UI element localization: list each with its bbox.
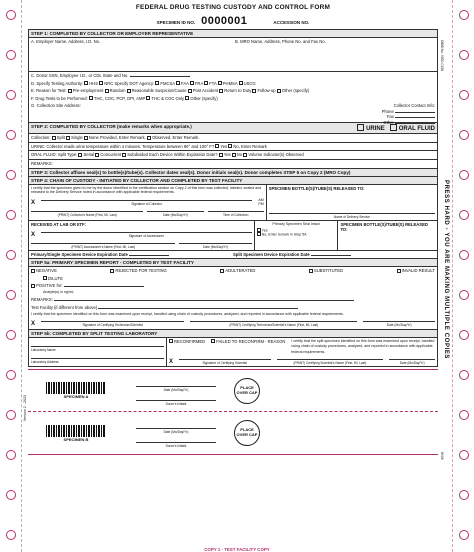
- specimen-label-a: [28, 370, 438, 412]
- specimen-id-label: SPECIMEN ID NO.: [156, 20, 196, 25]
- step2-remarks[interactable]: REMARKS:: [29, 159, 437, 168]
- label-b-barcode-block: [28, 425, 106, 442]
- urine-temp-row: [29, 142, 437, 151]
- reconfirmed-checkbox[interactable]: RECONFIRMED: [169, 339, 205, 356]
- oral-concurrent[interactable]: Concurrent: [95, 152, 121, 157]
- volume-indicator[interactable]: Volume Indicator(s) Observed: [243, 152, 303, 157]
- released-to-label: SPECIMEN BOTTLE(S)/TUBE(S) RELEASED TO:: [268, 185, 365, 191]
- step5a-section: [28, 259, 438, 330]
- contact-other[interactable]: Other: [383, 119, 394, 125]
- label-a-initials[interactable]: Donor's Initials: [136, 400, 216, 406]
- step2-heading-row: [29, 123, 437, 134]
- collection-split[interactable]: Split: [52, 135, 65, 140]
- specimen-id-number: 0000001: [201, 15, 248, 27]
- ccf-form: [28, 4, 438, 548]
- reason-return-duty[interactable]: Return to Duty: [219, 88, 251, 93]
- result-rejected[interactable]: REJECTED FOR TESTING: [110, 268, 166, 274]
- result-dilute[interactable]: DILUTE: [29, 275, 437, 283]
- tractor-hole: [6, 50, 16, 60]
- reason-preemployment[interactable]: Pre-employment: [68, 88, 104, 93]
- donor-id-field[interactable]: [29, 72, 437, 80]
- reason-random[interactable]: Random: [105, 88, 126, 93]
- label-b-date[interactable]: Date (Mo/Day/Yr): [136, 428, 216, 434]
- released-to-label-2: SPECIMEN BOTTLE(S)/TUBE(S) RELEASED TO:: [340, 221, 428, 232]
- fra-checkbox[interactable]: FRA: [190, 81, 203, 86]
- seal-yes[interactable]: Yes: [257, 228, 336, 233]
- step1-heading: STEP 1: COMPLETED BY COLLECTOR OR EMPLOYER REPRESENTATIVE: [29, 30, 437, 38]
- hhs-checkbox[interactable]: HHS: [84, 81, 98, 86]
- step5b-heading: STEP 5b: COMPLETED BY SPLIT TESTING LABORATORY: [29, 330, 437, 338]
- accessioner-signature[interactable]: Signature of Accessioner: [41, 232, 252, 238]
- tractor-hole: [6, 210, 16, 220]
- scientist-signature[interactable]: Signature of Certifying Scientist: [179, 359, 271, 365]
- tractor-hole: [459, 10, 469, 20]
- collection-time[interactable]: Time of Collection: [208, 211, 264, 217]
- label-b-fields: [136, 418, 216, 448]
- dot-agency-label: Specify DOT Agency:: [114, 80, 155, 86]
- temp-yes[interactable]: Yes: [215, 144, 227, 149]
- contact-label: Collector Contact Info:: [393, 103, 435, 108]
- urine-checkbox[interactable]: URINE: [357, 126, 385, 132]
- tractor-hole: [6, 370, 16, 380]
- reason-post-accident[interactable]: Post Accident: [188, 88, 218, 93]
- collection-single[interactable]: Single: [66, 135, 83, 140]
- step3-section: STEP 3: Collector affixes seal(s) to bottle(s)/tube(s). Collector dates seal(s). Donor initials seal(s). Donor completes STEP 5 on Copy 2 (MRO Copy): [28, 169, 438, 177]
- split-result: [167, 338, 437, 367]
- seal-label: Primary Specimen Seal Intact: [272, 221, 320, 226]
- seal-check: [255, 221, 339, 250]
- result-positive[interactable]: POSITIVE for: Analyte(s) in ng/mL: [29, 282, 437, 296]
- tractor-hole: [6, 90, 16, 100]
- reason-follow-up[interactable]: Follow-up: [252, 88, 275, 93]
- tractor-hole: [6, 250, 16, 260]
- tractor-hole: [459, 90, 469, 100]
- split-expiration[interactable]: Split Specimen Device Expiration Date: [233, 252, 435, 258]
- label-a-date[interactable]: Date (Mo/Day/Yr): [136, 386, 216, 392]
- contact-phone[interactable]: Phone: [381, 108, 394, 114]
- scientist-date[interactable]: Date (Mo/Day/Yr): [389, 359, 435, 365]
- step2-heading: STEP 2: COMPLETED BY COLLECTOR (make remarks when appropriate.): [31, 124, 192, 129]
- seal-no[interactable]: No, Enter remark in Step 5A: [257, 232, 336, 237]
- technician-date[interactable]: Date (Mo/Day/Yr): [363, 321, 435, 327]
- accessioner-name-row: [31, 243, 252, 249]
- drug-tests-label: F. Drug Tests to be Performed:: [31, 95, 88, 101]
- test-facility[interactable]: Test Facility (if different from above): [29, 304, 437, 312]
- tractor-hole: [6, 290, 16, 300]
- tractor-hole: [6, 10, 16, 20]
- step5a-heading: STEP 5a: PRIMARY SPECIMEN REPORT - COMPLETED BY TEST FACILITY: [29, 259, 437, 267]
- tractor-hole: [459, 130, 469, 140]
- collection-none[interactable]: None Provided, Enter Remark.: [84, 135, 146, 140]
- sign-x: X: [31, 199, 36, 206]
- device-no[interactable]: No: [232, 152, 242, 157]
- tractor-hole: [459, 410, 469, 420]
- step5a-remarks[interactable]: REMARKS:: [29, 296, 437, 304]
- form-code: 8008: [440, 452, 444, 460]
- press-hard-notice: PRESS HARD - YOU ARE MAKING MULTIPLE COPIES: [443, 180, 449, 360]
- label-a-barcode-block: [28, 382, 106, 399]
- place-over-cap-a: PLACE OVER CAP: [234, 378, 260, 404]
- mro-field[interactable]: B. MRO Name, Address, Phone No. and Fax No.: [235, 39, 326, 44]
- step4-heading: STEP 4: CHAIN OF CUSTODY - INITIATED BY COLLECTOR AND COMPLETED BY TEST FACILITY: [29, 177, 437, 185]
- sign-x: X: [31, 231, 36, 238]
- collector-sig-row: [31, 198, 264, 206]
- lab-address[interactable]: Laboratory Address: [31, 358, 164, 364]
- version-label: Version 2 - 2023: [23, 395, 27, 422]
- tractor-hole: [459, 530, 469, 540]
- received-label: RECEIVED AT LAB OR IITF:: [31, 221, 86, 227]
- tractor-strip-right: [452, 0, 474, 552]
- form-title: FEDERAL DRUG TESTING CUSTODY AND CONTROL FORM: [135, 4, 331, 11]
- collector-cert: [29, 185, 267, 220]
- step5a-cert: I certify that the specimen identified on this form was examined upon receipt, handled using chain of custody procedures, analyzed, and reported in accordance with applicable federal requirements.: [31, 312, 344, 316]
- specimen-labels: [28, 369, 438, 455]
- temp-no[interactable]: No, Enter Remark: [228, 144, 267, 149]
- phmsa-checkbox[interactable]: PHMSA: [218, 81, 238, 86]
- collector-contact: [233, 102, 437, 125]
- nrc-checkbox[interactable]: NRC: [99, 81, 113, 86]
- result-adulterated[interactable]: ADULTERATED: [220, 268, 255, 274]
- accession-label: ACCESSION NO.: [273, 20, 310, 25]
- reason-row: [29, 87, 437, 95]
- scientist-name[interactable]: (PRINT) Certifying Scientist's Name (First, MI, Last): [277, 359, 384, 365]
- tractor-hole: [459, 250, 469, 260]
- released-to-box-2: [338, 221, 437, 250]
- collector-name-row: [31, 211, 264, 217]
- result-row: [29, 267, 437, 275]
- failed-reconfirm-checkbox[interactable]: FAILED TO RECONFIRM - REASON: [211, 339, 285, 356]
- collection-observed[interactable]: Observed, Enter Remark.: [147, 135, 199, 140]
- label-a-fields: [136, 376, 216, 406]
- accessioner-date[interactable]: Date (Mo/Day/Yr): [179, 243, 251, 249]
- collection-site-row: [29, 102, 437, 125]
- fta-checkbox[interactable]: FTA: [204, 81, 216, 86]
- step5b-section: [28, 330, 438, 368]
- place-over-cap-b: PLACE OVER CAP: [234, 420, 260, 446]
- tractor-hole: [459, 490, 469, 500]
- sign-x: X: [169, 359, 174, 365]
- primary-expiration[interactable]: Primary/Single Specimen Device Expiration Date: [31, 252, 233, 258]
- omb-number: OMB No. 0930-0158: [440, 40, 444, 72]
- specimen-id-line: [28, 15, 438, 27]
- expiration-row: [29, 250, 437, 259]
- oral-fluid-checkbox[interactable]: ORAL FLUID: [390, 126, 435, 132]
- result-invalid[interactable]: INVALID RESULT: [397, 268, 435, 274]
- step5b-body: [29, 338, 437, 367]
- employer-field[interactable]: A. Employer Name, Address, I.D. No.: [31, 39, 101, 44]
- technician-signature[interactable]: Signature of Certifying Technician/Scientist: [41, 321, 184, 327]
- step5b-cert: I certify that the split specimen identified on this form was examined upon receipt, handled using chain of custody procedures, analyzed, and reported in accordance with applicable federal requirements.: [291, 338, 435, 354]
- split-lab-info: [29, 338, 167, 367]
- step5a-sig-row: [29, 319, 437, 329]
- accessioner-sig-row: [31, 232, 252, 238]
- device-exp-label: Each Device Within Expiration Date?: [149, 152, 218, 157]
- collector-date[interactable]: Date (Mo/Day/Yr): [147, 211, 203, 217]
- delivery-service[interactable]: Name of Delivery Service: [269, 213, 435, 219]
- collection-row: [29, 134, 437, 142]
- uscg-checkbox[interactable]: USCG: [239, 81, 256, 86]
- tractor-hole: [6, 450, 16, 460]
- specimen-type: [357, 124, 435, 132]
- collector-cert-text: I certify that the specimen given to me by the donor identified in the certification section on Copy 2 of this form was collected, labeled, sealed and released to the Delivery Service noted in accordance with applicable federal requirements.: [31, 185, 262, 194]
- released-to-box: [267, 185, 437, 220]
- tractor-hole: [459, 210, 469, 220]
- oral-split-row: [29, 150, 437, 159]
- tractor-hole: [6, 490, 16, 500]
- barcode: [46, 425, 106, 437]
- tractor-hole: [459, 450, 469, 460]
- testing-authority-row: [29, 80, 437, 88]
- tests-thc-coc[interactable]: THC & COC Only: [146, 96, 184, 101]
- lab-receipt: [29, 221, 255, 250]
- collection-site-field[interactable]: G. Collection Site Address:: [31, 103, 81, 108]
- reconfirm-row: [169, 339, 435, 356]
- specimen-label-b: [28, 412, 438, 454]
- collector-signature[interactable]: Signature of Collector: [41, 200, 252, 206]
- fmcsa-checkbox[interactable]: FMCSA: [155, 81, 174, 86]
- copy-footer: COPY 1 - TEST FACILITY COPY: [204, 547, 270, 552]
- result-negative[interactable]: NEGATIVE: [31, 268, 57, 274]
- tractor-hole: [6, 130, 16, 140]
- sign-x: X: [31, 320, 36, 327]
- contact-fax[interactable]: Fax: [386, 114, 394, 119]
- tractor-strip-left: [0, 0, 22, 552]
- oral-split-label: ORAL FLUID: Split Type:: [31, 152, 78, 157]
- tractor-hole: [459, 290, 469, 300]
- reason-label: E. Reason for Test:: [31, 88, 67, 93]
- step1-ab-row: [29, 38, 437, 72]
- oral-serial[interactable]: Serial: [78, 152, 94, 157]
- step5b-sig-row: [169, 359, 435, 365]
- drug-tests-row: [29, 95, 437, 103]
- step4-lab-row: [29, 220, 437, 250]
- barcode: [46, 382, 106, 394]
- tractor-hole: [459, 370, 469, 380]
- collection-label: Collection:: [31, 135, 51, 140]
- tests-other[interactable]: Other (specify): [185, 96, 217, 101]
- testing-authority-label: D. Specify Testing Authority:: [31, 80, 84, 86]
- donor-id-label: C. Donor SSN, Employee I.D., or CDL State and No.: [31, 73, 129, 78]
- specimen-a-text: SPECIMEN A: [63, 394, 89, 399]
- tractor-hole: [6, 170, 16, 180]
- tractor-hole: [459, 330, 469, 340]
- urine-temp-label: URINE: Collector reads urine temperature within 4 minutes. Temperature between 90° and 100° F?: [31, 143, 215, 149]
- am-pm[interactable]: AM PM: [258, 197, 264, 206]
- tractor-hole: [6, 410, 16, 420]
- lab-name[interactable]: Laboratory Name: [31, 346, 164, 352]
- device-yes[interactable]: Yes: [219, 152, 231, 157]
- reason-suspicion[interactable]: Reasonable Suspicion/Cause: [127, 88, 187, 93]
- step1-section: [28, 29, 438, 123]
- tractor-hole: [6, 330, 16, 340]
- label-b-initials[interactable]: Donor's Initials: [136, 442, 216, 448]
- accessioner-name[interactable]: (PRINT) Accessioner's Name (First, MI, Last): [31, 243, 175, 249]
- step4-collector-row: [29, 185, 437, 220]
- step4-section: [28, 177, 438, 260]
- tractor-hole: [6, 530, 16, 540]
- tractor-hole: [459, 50, 469, 60]
- specimen-b-text: SPECIMEN B: [63, 436, 89, 442]
- result-substituted[interactable]: SUBSTITUTED: [309, 268, 343, 274]
- technician-name[interactable]: (PRINT) Certifying Technician/Scientist's Name (First, MI, Last): [190, 321, 357, 327]
- faa-checkbox[interactable]: FAA: [176, 81, 189, 86]
- tractor-hole: [459, 170, 469, 180]
- reason-other[interactable]: Other (specify): [277, 88, 309, 93]
- step2-section: [28, 123, 438, 169]
- tests-five-panel[interactable]: THC, COC, PCP, OPI, AMP: [89, 96, 145, 101]
- oral-subdivided[interactable]: Subdivided: [122, 152, 148, 157]
- collector-name[interactable]: (PRINT) Collector's Name (First, MI, Last): [31, 211, 143, 217]
